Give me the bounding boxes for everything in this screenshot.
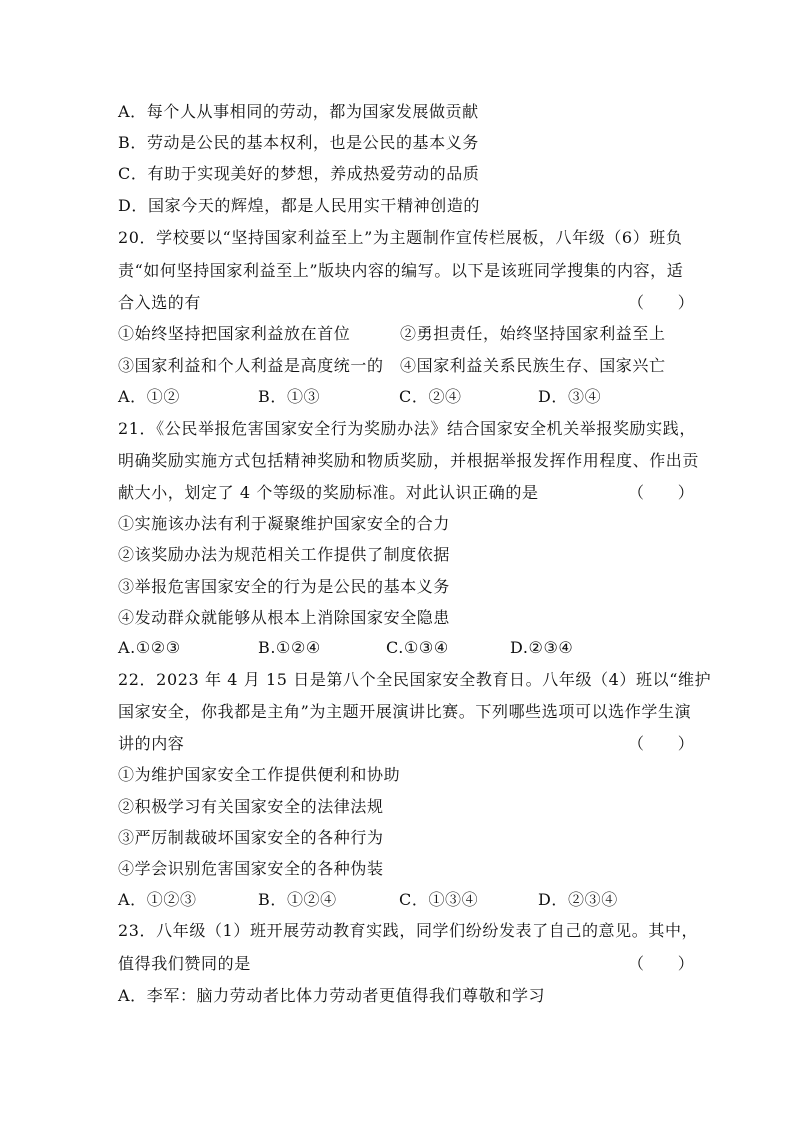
q22-choice-c: C．①③④: [399, 890, 479, 909]
q20-answer-paren: （ ）: [628, 293, 695, 312]
q20-choice-c: C．②④: [399, 387, 462, 406]
q20-choice-d: D．③④: [538, 387, 602, 406]
q22-choice-a: A．①②③: [118, 890, 197, 909]
q20-choice-a: A．①②: [118, 387, 180, 406]
q20-item-2: ②勇担责任，始终坚持国家利益至上: [400, 324, 666, 343]
q19-option-c: C．有助于实现美好的梦想，养成热爱劳动的品质: [118, 164, 480, 183]
q20-stem-line-1: 20．学校要以“坚持国家利益至上”为主题制作宣传栏展板，八年级（6）班负: [118, 228, 683, 247]
q22-item-1: ①为维护国家安全工作提供便利和协助: [118, 765, 401, 784]
q21-item-1: ①实施该办法有利于凝聚维护国家安全的合力: [118, 514, 451, 533]
q20-item-4: ④国家利益关系民族生存、国家兴亡: [400, 356, 666, 375]
q23-stem-line-1: 23．八年级（1）班开展劳动教育实践，同学们纷纷发表了自己的意见。其中，: [118, 921, 699, 940]
q22-item-4: ④学会识别危害国家安全的各种伪装: [118, 859, 384, 878]
q22-stem-line-3: [118, 732, 184, 756]
q19-option-d: D．国家今天的辉煌，都是人民用实干精神创造的: [118, 196, 481, 215]
q20-stem-text: 合入选的有: [118, 293, 202, 312]
q21-stem-line-1: 21．《公民举报危害国家安全行为奖励办法》结合国家安全机关举报奖励实践，: [118, 419, 696, 438]
q22-choice-d: D．②③④: [538, 890, 618, 909]
q23-stem-line-2: [118, 952, 251, 976]
q23-option-a: A．李军：脑力劳动者比体力劳动者更值得我们尊敬和学习: [118, 986, 546, 1005]
q22-stem-line-2: 国家安全，你我都是主角”为主题开展演讲比赛。下列哪些选项可以选作学生演: [118, 702, 692, 721]
q19-option-b: B．劳动是公民的基本权利，也是公民的基本义务: [118, 133, 479, 152]
q20-item-3: ③国家利益和个人利益是高度统一的: [118, 356, 384, 375]
q21-choice-b: B.①②④: [258, 638, 321, 657]
q21-choice-c: C.①③④: [386, 638, 449, 657]
q21-stem-text: 献大小，划定了 4 个等级的奖励标准。对此认识正确的是: [118, 483, 539, 502]
q22-choice-b: B．①②④: [258, 890, 337, 909]
q21-item-2: ②该奖励办法为规范相关工作提供了制度依据: [118, 545, 451, 564]
q23-stem-text: 值得我们赞同的是: [118, 954, 251, 973]
q20-choice-b: B．①③: [258, 387, 321, 406]
q21-item-4: ④发动群众就能够从根本上消除国家安全隐患: [118, 608, 451, 627]
q20-stem-line-3: [118, 291, 201, 315]
q22-stem-text: 讲的内容: [118, 734, 185, 753]
q21-item-3: ③举报危害国家安全的行为是公民的基本义务: [118, 577, 451, 596]
q20-item-1: ①始终坚持把国家利益放在首位: [118, 324, 351, 343]
q23-answer-paren: （ ）: [628, 954, 695, 973]
q21-stem-line-3: [118, 481, 539, 505]
q22-item-2: ②积极学习有关国家安全的法律法规: [118, 797, 384, 816]
q20-stem-line-2: 责“如何坚持国家利益至上”版块内容的编写。以下是该班同学搜集的内容，适: [118, 261, 684, 280]
q22-item-3: ③严厉制裁破坏国家安全的各种行为: [118, 828, 384, 847]
q22-stem-line-1: 22．2023 年 4 月 15 日是第八个全民国家安全教育日。八年级（4）班以“维护: [118, 670, 712, 689]
q21-choice-a: A.①②③: [118, 638, 181, 657]
q19-option-a: A．每个人从事相同的劳动，都为国家发展做贡献: [118, 102, 479, 121]
q22-answer-paren: （ ）: [628, 734, 695, 753]
q21-answer-paren: （ ）: [628, 483, 695, 502]
q21-stem-line-2: 明确奖励实施方式包括精神奖励和物质奖励，并根据举报发挥作用程度、作出贡: [118, 451, 700, 470]
q21-choice-d: D.②③④: [510, 638, 574, 657]
